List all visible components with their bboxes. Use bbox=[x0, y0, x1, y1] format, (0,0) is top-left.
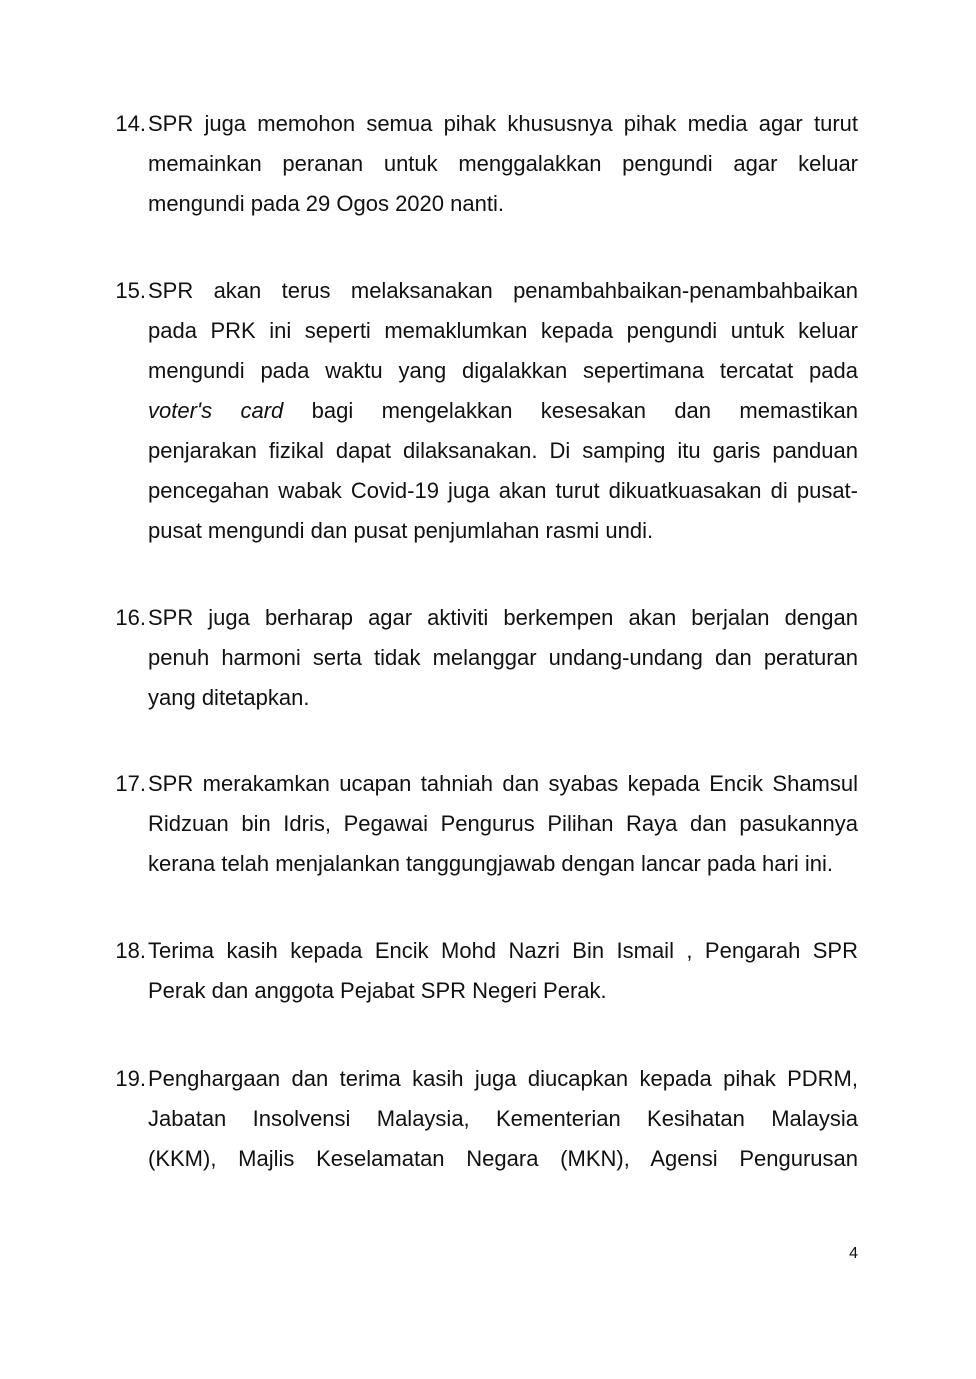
paragraph-16 bbox=[100, 598, 858, 718]
paragraph-number: 19. bbox=[115, 1066, 146, 1091]
text-line-rest: bagi mengelakkan kesesakan dan memastikan bbox=[311, 398, 858, 423]
text-line: Jabatan Insolvensi Malaysia, Kementerian Kesihatan Malaysia bbox=[148, 1106, 858, 1131]
paragraph-17 bbox=[100, 764, 858, 884]
text-line: pusat mengundi dan pusat penjumlahan rasmi undi. bbox=[148, 518, 654, 543]
paragraph-text bbox=[148, 1059, 858, 1179]
paragraph-14 bbox=[100, 104, 858, 224]
text-line: mengundi pada 29 Ogos 2020 nanti. bbox=[148, 191, 504, 216]
text-line: mengundi pada waktu yang digalakkan sepertimana tercatat pada bbox=[148, 358, 858, 383]
text-line: (KKM), Majlis Keselamatan Negara (MKN), Agensi Pengurusan bbox=[148, 1146, 858, 1171]
text-line: penjarakan fizikal dapat dilaksanakan. Di samping itu garis panduan bbox=[148, 438, 858, 463]
page-number: 4 bbox=[849, 1245, 858, 1262]
text-line: pencegahan wabak Covid-19 juga akan turut dikuatkuasakan di pusat- bbox=[148, 478, 858, 503]
paragraph-18 bbox=[100, 931, 858, 1011]
paragraph-number: 16. bbox=[115, 605, 146, 630]
text-line: pada PRK ini seperti memaklumkan kepada pengundi untuk keluar bbox=[148, 318, 858, 343]
italic-term: voter's card bbox=[148, 398, 284, 423]
paragraph-number: 18. bbox=[115, 938, 146, 963]
text-line: yang ditetapkan. bbox=[148, 685, 310, 710]
text-line: Perak dan anggota Pejabat SPR Negeri Perak. bbox=[148, 978, 607, 1003]
text-line: memainkan peranan untuk menggalakkan pengundi agar keluar bbox=[148, 151, 858, 176]
text-line: penuh harmoni serta tidak melanggar undang-undang dan peraturan bbox=[148, 645, 858, 670]
text-line: SPR juga memohon semua pihak khususnya pihak media agar turut bbox=[148, 111, 858, 136]
text-line: SPR merakamkan ucapan tahniah dan syabas kepada Encik Shamsul bbox=[148, 771, 858, 796]
text-line: SPR akan terus melaksanakan penambahbaikan-penambahbaikan bbox=[148, 278, 858, 303]
paragraph-number: 15. bbox=[115, 278, 146, 303]
paragraph-text bbox=[148, 598, 858, 718]
paragraph-text bbox=[148, 104, 858, 224]
paragraph-19 bbox=[100, 1059, 858, 1179]
paragraph-text bbox=[148, 931, 858, 1011]
paragraph-number: 14. bbox=[115, 111, 146, 136]
text-line: kerana telah menjalankan tanggungjawab dengan lancar pada hari ini. bbox=[148, 851, 833, 876]
text-line: Terima kasih kepada Encik Mohd Nazri Bin Ismail , Pengarah SPR bbox=[148, 938, 858, 963]
text-line-with-italic bbox=[148, 391, 858, 431]
paragraph-text bbox=[148, 271, 858, 551]
paragraph-15 bbox=[100, 271, 858, 551]
text-line: Penghargaan dan terima kasih juga diucapkan kepada pihak PDRM, bbox=[148, 1066, 858, 1091]
paragraph-number: 17. bbox=[115, 771, 146, 796]
paragraph-text bbox=[148, 764, 858, 884]
text-line: SPR juga berharap agar aktiviti berkempen akan berjalan dengan bbox=[148, 605, 858, 630]
text-line: Ridzuan bin Idris, Pegawai Pengurus Pilihan Raya dan pasukannya bbox=[148, 811, 858, 836]
